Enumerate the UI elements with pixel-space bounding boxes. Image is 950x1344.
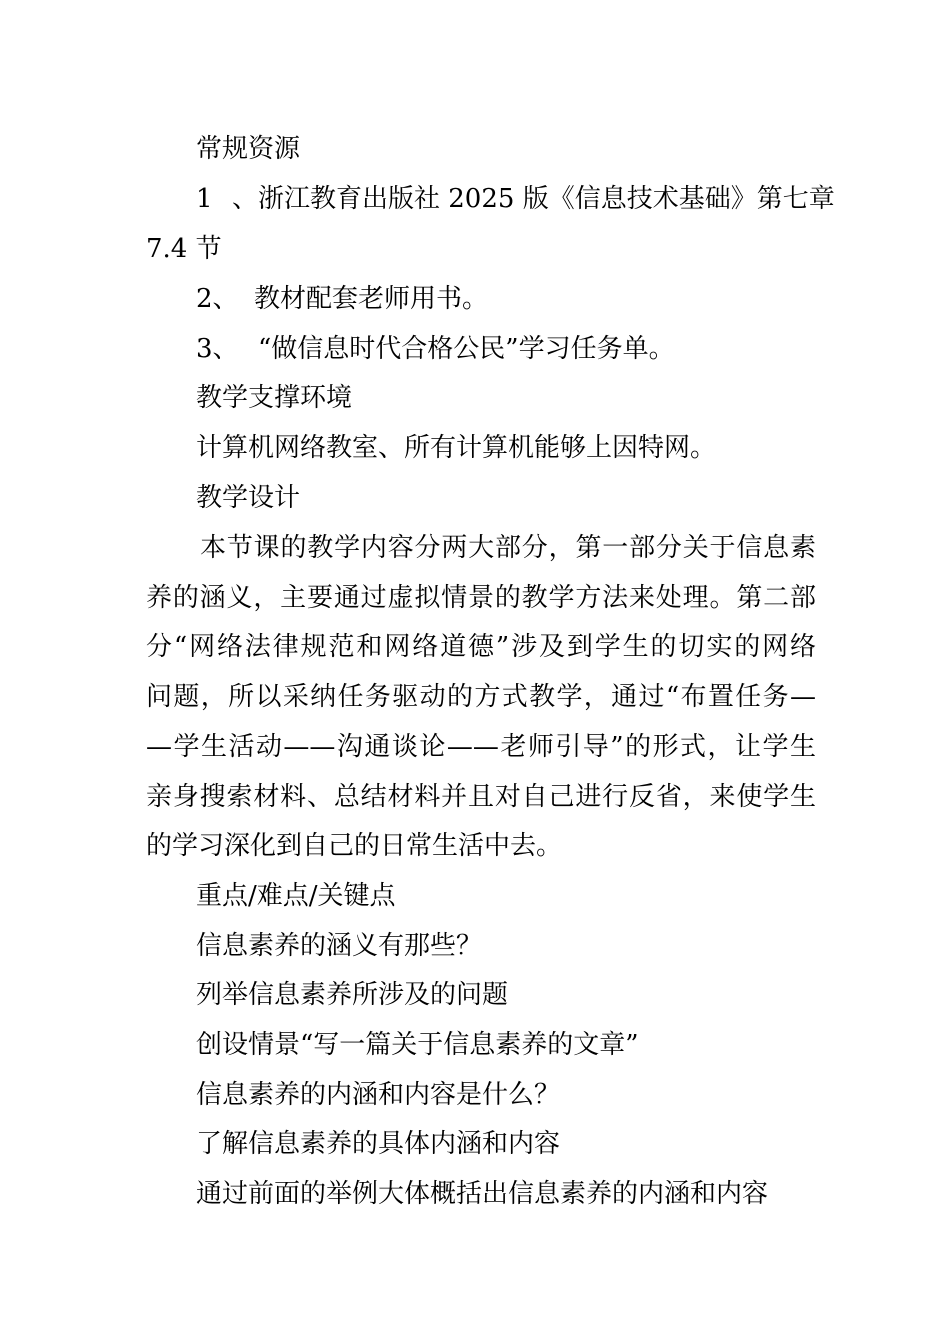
environment-heading: 教学支撑环境: [196, 383, 353, 413]
resource-item-1-continuation: 7.4 节: [146, 234, 222, 264]
keypoint-line: 信息素养的内涵和内容是什么？: [196, 1080, 561, 1110]
design-paragraph-line: 问题，所以采纳任务驱动的方式教学，通过“布置任务—: [146, 682, 816, 712]
resource-item-3: [196, 324, 816, 374]
resources-heading: 常规资源: [196, 134, 301, 164]
design-paragraph-line: 亲身搜索材料、总结材料并且对自己进行反省，来使学生: [146, 782, 816, 812]
resource-item-2: [196, 274, 816, 324]
resource-item-3-number: 3、: [196, 334, 239, 364]
resource-item-1-text: 浙江教育出版社 2025 版《信息技术基础》第七章: [258, 184, 835, 214]
keypoint-line: 信息素养的涵义有那些？: [196, 931, 483, 961]
keypoints-heading: 重点/难点/关键点: [196, 881, 396, 911]
design-heading: 教学设计: [196, 483, 301, 513]
resource-item-1: [196, 174, 835, 224]
design-paragraph-line: —学生活动——沟通谈论——老师引导”的形式，让学生: [146, 732, 816, 762]
environment-text: 计算机网络教室、所有计算机能够上因特网。: [196, 433, 717, 463]
keypoint-line: 了解信息素养的具体内涵和内容: [196, 1129, 561, 1159]
resource-item-1-number: 1、: [196, 184, 258, 214]
keypoint-line: 列举信息素养所涉及的问题: [196, 980, 509, 1010]
resource-item-2-number: 2、: [196, 284, 239, 314]
design-paragraph-line: 分“网络法律规范和网络道德”涉及到学生的切实的网络: [146, 632, 816, 662]
design-paragraph-line: 的学习深化到自己的日常生活中去。: [146, 831, 563, 861]
design-paragraph-line: 养的涵义，主要通过虚拟情景的教学方法来处理。第二部: [146, 583, 816, 613]
resource-item-2-text: 教材配套老师用书。: [254, 284, 489, 314]
resource-item-3-text: “做信息时代合格公民”学习任务单。: [258, 334, 675, 364]
keypoint-line: 创设情景“写一篇关于信息素养的文章”: [196, 1030, 639, 1060]
design-paragraph-line: 本节课的教学内容分两大部分，第一部分关于信息素: [200, 533, 816, 563]
keypoint-line: 通过前面的举例大体概括出信息素养的内涵和内容: [196, 1179, 769, 1209]
